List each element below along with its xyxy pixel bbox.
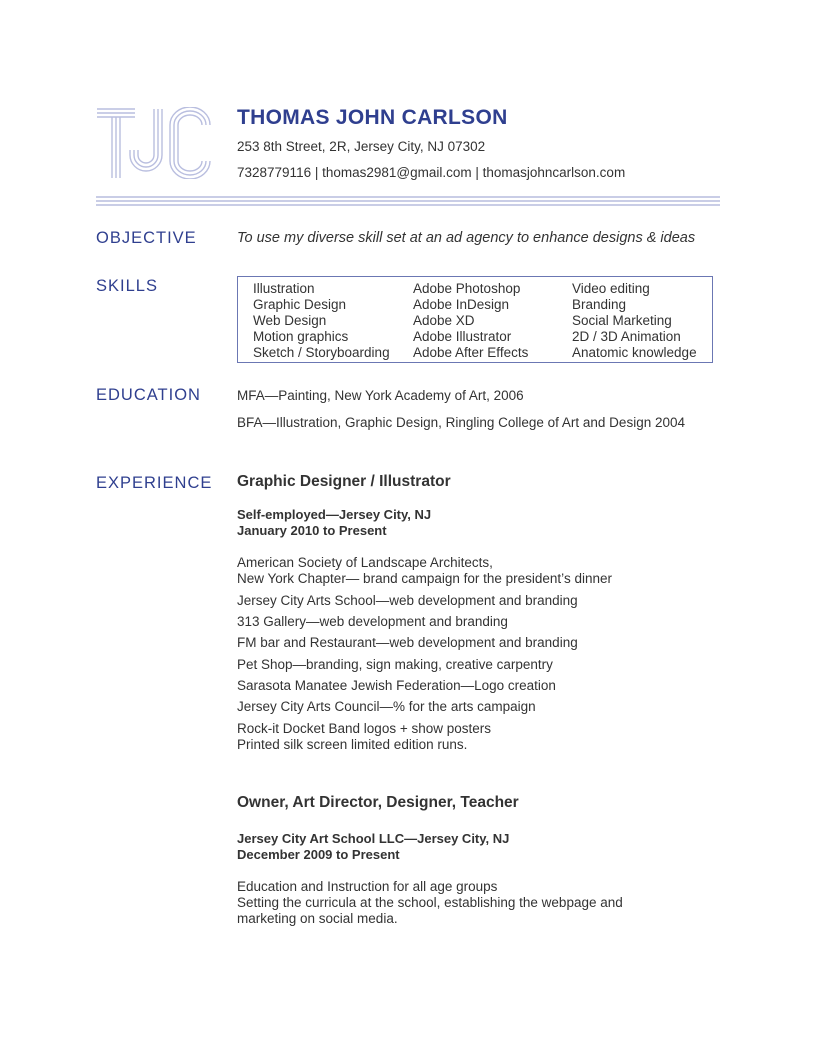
- skill-item: Adobe XD: [413, 313, 475, 328]
- job-dates: December 2009 to Present: [237, 847, 400, 862]
- objective-text: To use my diverse skill set at an ad agency to enhance designs & ideas: [237, 230, 696, 246]
- skill-item: Sketch / Storyboarding: [253, 345, 390, 360]
- skill-item: Branding: [572, 297, 627, 312]
- header-rule-2: [96, 200, 720, 202]
- job-dates: January 2010 to Present: [237, 523, 387, 538]
- skills-column-1: [253, 281, 390, 361]
- job-title: Owner, Art Director, Designer, Teacher: [237, 794, 519, 811]
- job-item: Jersey City Arts Council—% for the arts campaign: [237, 699, 536, 714]
- skill-item: Illustration: [253, 281, 315, 296]
- job-item: Pet Shop—branding, sign making, creative carpentry: [237, 657, 553, 672]
- skill-item: Graphic Design: [253, 297, 347, 312]
- job-item: 313 Gallery—web development and branding: [237, 614, 508, 629]
- job-item: Education and Instruction for all age groups: [237, 879, 498, 894]
- education-item: MFA—Painting, New York Academy of Art, 2006: [237, 388, 524, 403]
- contact-line: 7328779116 | thomas2981@gmail.com | thomasjohncarlson.com: [237, 165, 626, 180]
- skills-column-2: [413, 281, 528, 361]
- job-item: Sarasota Manatee Jewish Federation—Logo creation: [237, 678, 556, 693]
- skill-item: Anatomic knowledge: [572, 345, 697, 360]
- skill-item: Adobe Photoshop: [413, 281, 521, 296]
- education-item: BFA—Illustration, Graphic Design, Ringling College of Art and Design 2004: [237, 415, 685, 430]
- skill-item: Motion graphics: [253, 329, 349, 344]
- skill-item: 2D / 3D Animation: [572, 329, 681, 344]
- skill-item: Adobe InDesign: [413, 297, 510, 312]
- experience-label: EXPERIENCE: [96, 474, 213, 492]
- skill-item: Adobe Illustrator: [413, 329, 512, 344]
- job-item: Jersey City Arts School—web development and branding: [237, 593, 578, 608]
- objective-label: OBJECTIVE: [96, 229, 197, 247]
- job-item: New York Chapter— brand campaign for the president’s dinner: [237, 571, 612, 586]
- education-label: EDUCATION: [96, 386, 201, 404]
- skills-column-3: [572, 281, 697, 361]
- skill-item: Adobe After Effects: [413, 345, 529, 360]
- applicant-name: THOMAS JOHN CARLSON: [237, 106, 508, 129]
- job-item: American Society of Landscape Architects,: [237, 555, 493, 570]
- header-rule-1: [96, 196, 720, 198]
- job-employer: Jersey City Art School LLC—Jersey City, NJ: [237, 831, 510, 846]
- job-item: FM bar and Restaurant—web development and branding: [237, 635, 578, 650]
- job-item: marketing on social media.: [237, 911, 398, 926]
- skills-box: [237, 276, 713, 363]
- skill-item: Web Design: [253, 313, 327, 328]
- job-item: Setting the curricula at the school, establishing the webpage and: [237, 895, 623, 910]
- job-item: Printed silk screen limited edition runs.: [237, 737, 468, 752]
- skills-label: SKILLS: [96, 277, 158, 295]
- skill-item: Social Marketing: [572, 313, 672, 328]
- header-rule-3: [96, 204, 720, 206]
- job-employer: Self-employed—Jersey City, NJ: [237, 507, 432, 522]
- tjc-monogram-logo: [96, 107, 212, 179]
- job-item: Rock-it Docket Band logos + show posters: [237, 721, 491, 736]
- address: 253 8th Street, 2R, Jersey City, NJ 07302: [237, 139, 486, 154]
- skill-item: Video editing: [572, 281, 650, 296]
- job-title: Graphic Designer / Illustrator: [237, 473, 451, 490]
